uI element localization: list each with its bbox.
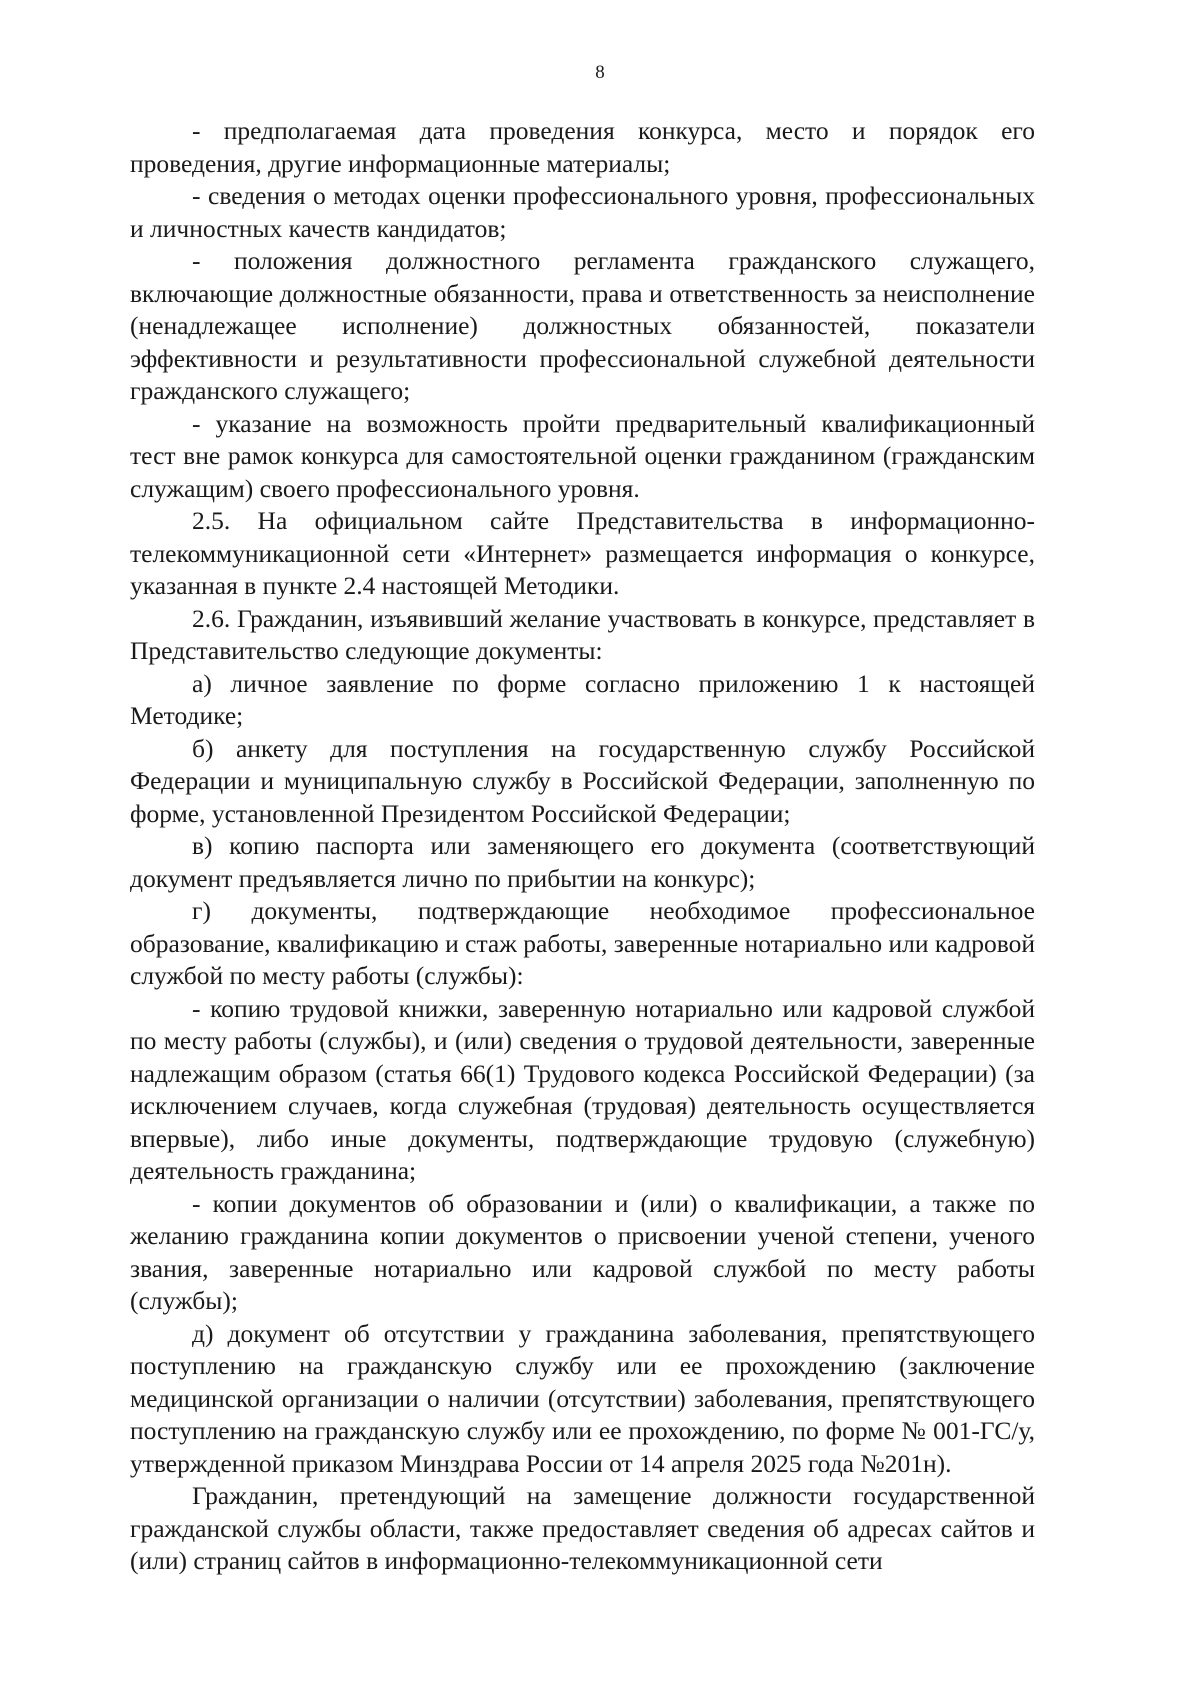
paragraph-work-record: - копию трудовой книжки, заверенную нотариально или кадровой службой по месту работы (службы), и (или) сведения о трудовой деятельности, заверенные надлежащим образом (статья 66(1) Трудового кодекса Российской Федерации) (за исключением случаев, когда служебная (трудовая) деятельность осуществляется впервые), либо иные документы, подтверждающие трудовую (служебную) деятельность гражданина;	[130, 993, 1035, 1185]
paragraph-education-docs: - копии документов об образовании и (или) о квалификации, а также по желанию гражданина копии документов о присвоении ученой степени, ученого звания, заверенные нотариально или кадровой службой по месту работы (службы);	[130, 1188, 1035, 1315]
paragraph-2-6: 2.6. Гражданин, изъявивший желание участвовать в конкурсе, представляет в Представительство следующие документы:	[130, 603, 1035, 665]
paragraph-qualification-test: - указание на возможность пройти предварительный квалификационный тест вне рамок конкурса для самостоятельной оценки гражданином (гражданским служащим) своего профессионального уровня.	[130, 408, 1035, 503]
paragraph-item-g: г) документы, подтверждающие необходимое профессиональное образование, квалификацию и стаж работы, заверенные нотариально или кадровой службой по месту работы (службы):	[130, 896, 1035, 990]
paragraph-item-a: а) личное заявление по форме согласно приложению 1 к настоящей Методике;	[130, 668, 1035, 730]
paragraph-website-info: Гражданин, претендующий на замещение должности государственной гражданской службы области, также предоставляет сведения об адресах сайтов и (или) страниц сайтов в информационно-телекоммуникационной сети	[130, 1481, 1035, 1575]
paragraph-item-b: б) анкету для поступления на государственную службу Российской Федерации и муниципальную службу в Российской Федерации, заполненную по форме, установленной Президентом Российской Федерации;	[130, 733, 1035, 828]
paragraph-item-d: д) документ об отсутствии у гражданина заболевания, препятствующего поступлению на гражданскую службу или ее прохождению (заключение медицинской организации о наличии (отсутствии) заболевания, препятствующего поступлению на гражданскую службу или ее прохождению, по форме № 001-ГС/у, утвержденной приказом Минздрава России от 14 апреля 2025 года №201н).	[130, 1318, 1035, 1478]
paragraph-job-regulations: - положения должностного регламента гражданского служащего, включающие должностные обязанности, права и ответственность за неисполнение (ненадлежащее исполнение) должностных обязанностей, показатели эффективности и результативности профессиональной служебной деятельности гражданского служащего;	[130, 246, 1035, 405]
document-body	[130, 115, 1035, 1578]
page-number: 8	[595, 62, 605, 83]
paragraph-contest-date: - предполагаемая дата проведения конкурса, место и порядок его проведения, другие информационные материалы;	[130, 116, 1035, 178]
paragraph-evaluation-methods: - сведения о методах оценки профессионального уровня, профессиональных и личностных качеств кандидатов;	[130, 181, 1035, 243]
paragraph-2-5: 2.5. На официальном сайте Представительства в информационно-телекоммуникационной сети «Интернет» размещается информация о конкурсе, указанная в пункте 2.4 настоящей Методики.	[130, 506, 1035, 600]
paragraph-item-v: в) копию паспорта или заменяющего его документа (соответствующий документ предъявляется лично по прибытии на конкурс);	[130, 831, 1035, 893]
